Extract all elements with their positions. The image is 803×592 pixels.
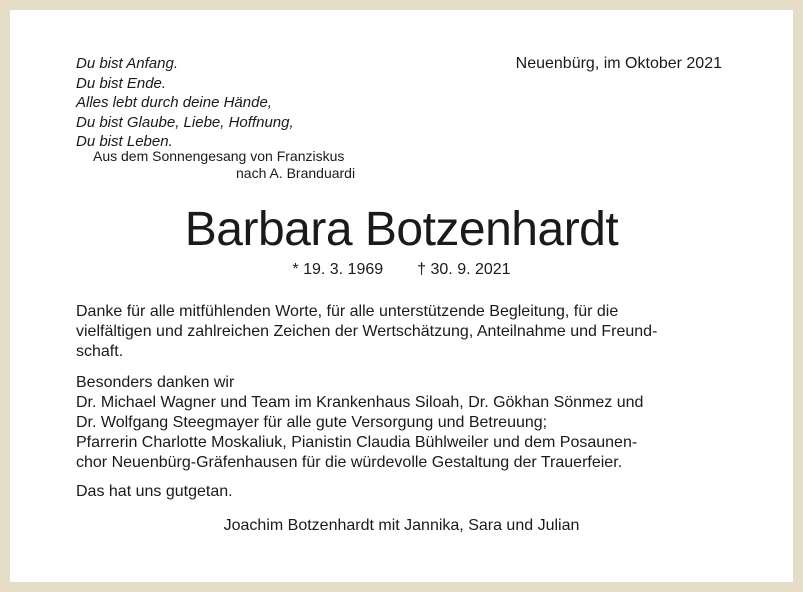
life-dates <box>10 260 793 280</box>
poem-source-line: Aus dem Sonnengesang von Franziskus <box>93 148 345 164</box>
text-line: chor Neuenbürg-Gräfenhausen für die würdevolle Gestaltung der Trauerfeier. <box>76 454 623 471</box>
poem-line: Du bist Ende. <box>76 74 167 92</box>
text-line: Besonders danken wir <box>76 374 235 391</box>
obituary-card <box>10 10 793 582</box>
poem-line: Du bist Leben. <box>76 133 173 150</box>
poem-line: Du bist Glaube, Liebe, Hoffnung, <box>76 113 294 131</box>
text-line: vielfältigen und zahlreichen Zeichen der Wertschätzung, Anteilnahme und Freund- <box>76 323 658 340</box>
poem-source-line: nach A. Branduardi <box>236 165 356 181</box>
poem-line: Alles lebt durch deine Hände, <box>76 94 272 111</box>
poem-line: Du bist Anfang. <box>76 55 179 72</box>
death-date: † 30. 9. 2021 <box>417 261 511 278</box>
special-thanks-paragraph <box>76 373 643 473</box>
text-line: Danke für alle mitfühlenden Worte, für alle unterstützende Begleitung, für die <box>76 303 619 320</box>
poem <box>76 54 294 152</box>
deceased-name: Barbara Botzenhardt <box>184 203 619 256</box>
text-line: Dr. Michael Wagner und Team im Krankenhaus Siloah, Dr. Gökhan Sönmez und <box>76 394 644 411</box>
closing-line: Das hat uns gutgetan. <box>76 483 233 500</box>
text-line: Dr. Wolfgang Steegmayer für alle gute Versorgung und Betreuung; <box>76 414 548 431</box>
place-date: Neuenbürg, im Oktober 2021 <box>515 55 722 72</box>
text-line: schaft. <box>76 343 124 360</box>
signature: Joachim Botzenhardt mit Jannika, Sara und Julian <box>223 517 580 534</box>
birth-date: * 19. 3. 1969 <box>292 261 384 278</box>
text-line: Pfarrerin Charlotte Moskaliuk, Pianistin Claudia Bühlweiler und dem Posaunen- <box>76 434 638 451</box>
thanks-paragraph <box>76 302 657 362</box>
